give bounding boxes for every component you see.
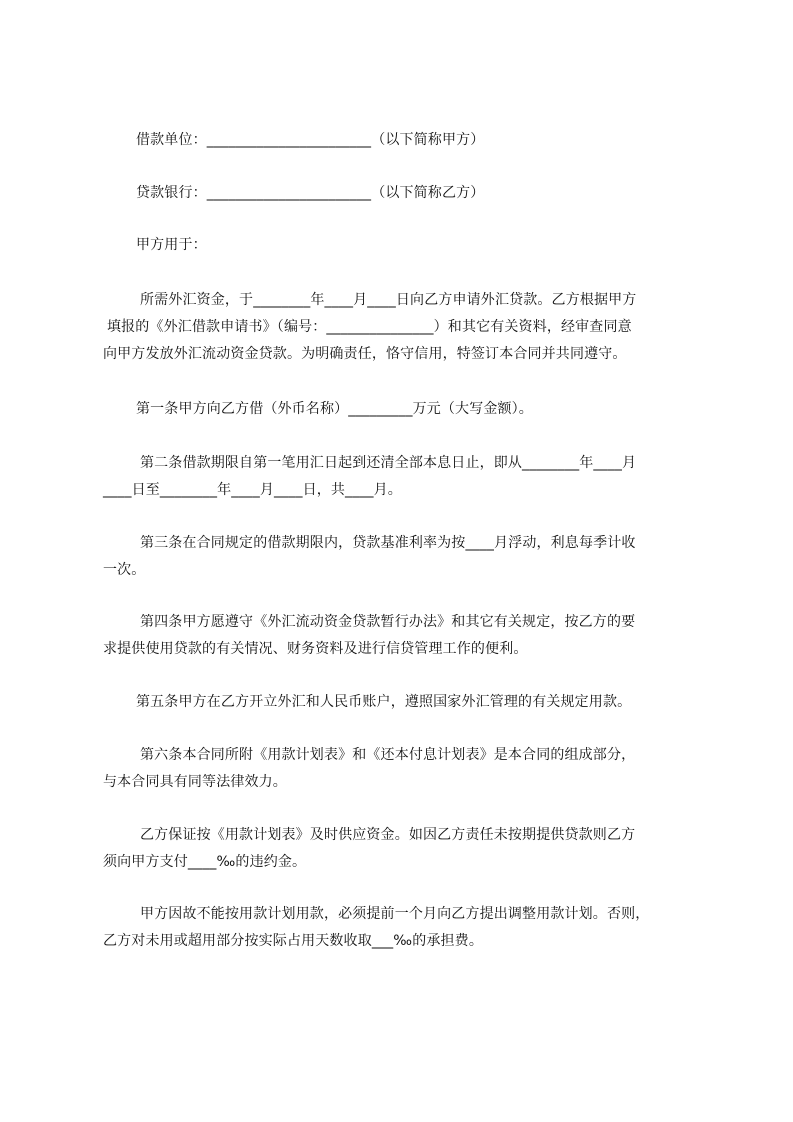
borrower-adjustment-line-1: 甲方因故不能按用款计划用款，必须提前一个月向乙方提出调整用款计划。否则， <box>140 906 650 922</box>
lender-guarantee-line-1: 乙方保证按《用款计划表》及时供应资金。如因乙方责任未按期提供贷款则乙方 <box>140 827 636 843</box>
preamble-line-2: 填报的《外汇借款申请书》（编号：_______________）和其它有关资料，经审查同意 <box>107 319 632 335</box>
borrower-line: 借款单位：_______________________（以下简称甲方） <box>136 132 485 148</box>
purpose-line: 甲方用于： <box>136 237 207 253</box>
borrower-adjustment-line-2: 乙方对未用或超用部分按实际占用天数收取___‰的承担费。 <box>103 933 483 949</box>
lender-line: 贷款银行：_______________________（以下简称乙方） <box>136 185 485 201</box>
article-6-line-1: 第六条本合同所附《用款计划表》和《还本付息计划表》是本合同的组成部分， <box>140 747 636 763</box>
article-3-line-1: 第三条在合同规定的借款期限内，贷款基准利率为按____月浮动，利息每季计收 <box>140 535 636 551</box>
preamble-line-1: 所需外汇资金，于________年____月____日向乙方申请外汇贷款。乙方根据甲方 <box>140 292 637 308</box>
preamble-line-3: 向甲方发放外汇流动资金贷款。为明确责任，恪守信用，特签订本合同并共同遵守。 <box>103 346 627 362</box>
article-6-line-2: 与本合同具有同等法律效力。 <box>103 774 287 790</box>
article-2-line-1: 第二条借款期限自第一笔用汇日起到还清全部本息日止，即从________年____月 <box>140 455 637 471</box>
article-5: 第五条甲方在乙方开立外汇和人民币账户，遵照国家外汇管理的有关规定用款。 <box>136 694 632 710</box>
article-2-line-2: ____日至________年____月____日，共____月。 <box>103 482 402 498</box>
article-1: 第一条甲方向乙方借（外币名称）_________万元（大写金额）。 <box>136 401 533 417</box>
article-3-line-2: 一次。 <box>103 562 146 578</box>
article-4-line-2: 求提供使用贷款的有关情况、财务资料及进行信贷管理工作的便利。 <box>103 641 528 657</box>
lender-guarantee-line-2: 须向甲方支付____‰的违约金。 <box>103 854 307 870</box>
article-4-line-1: 第四条甲方愿遵守《外汇流动资金贷款暂行办法》和其它有关规定，按乙方的要 <box>140 614 636 630</box>
